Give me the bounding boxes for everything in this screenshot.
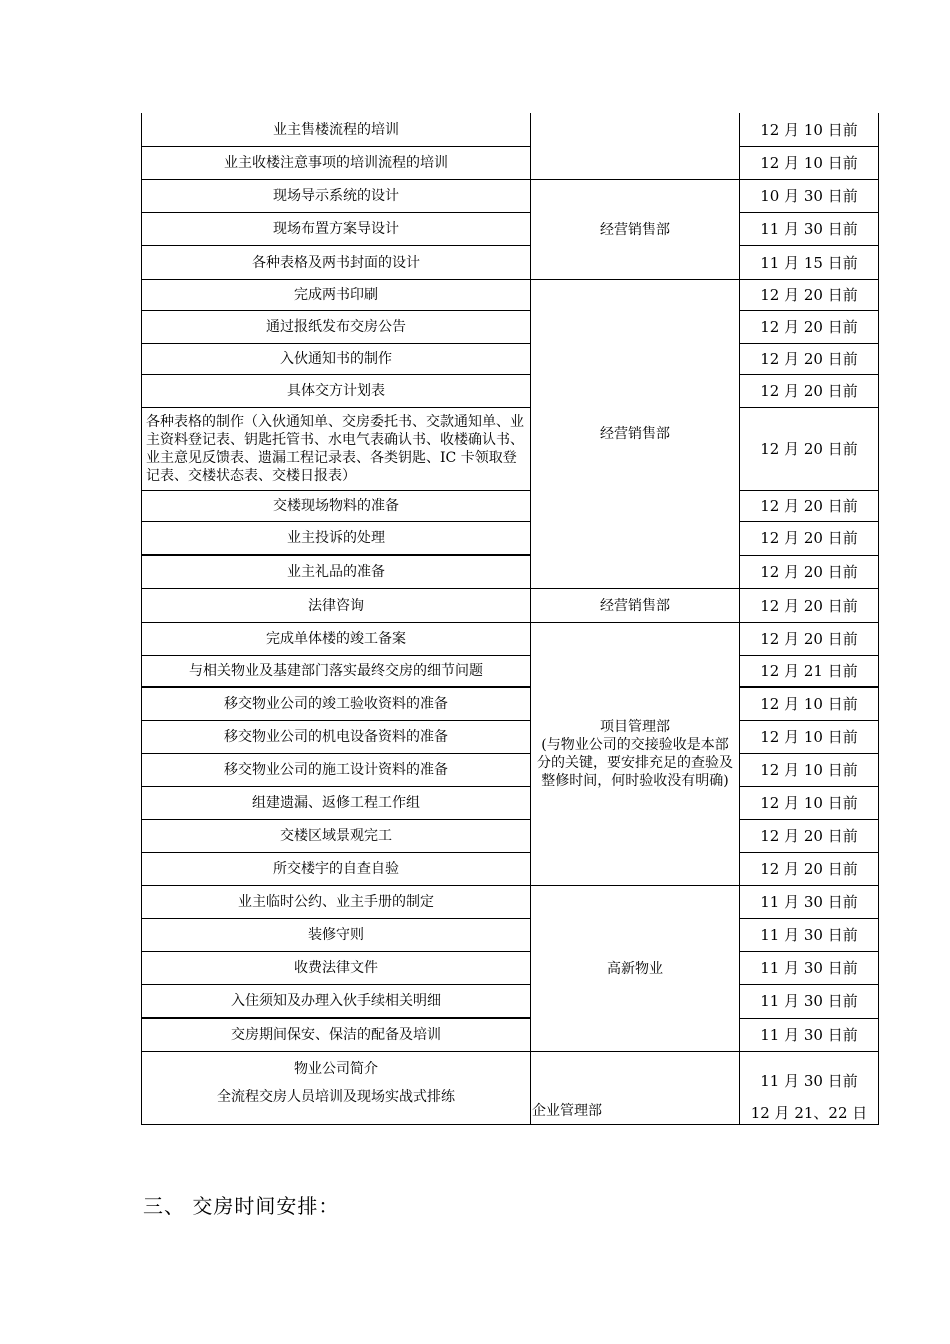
task-cell: 各种表格及两书封面的设计 <box>142 246 531 280</box>
table-row <box>142 886 879 919</box>
task-cell: 业主礼品的准备 <box>142 555 531 589</box>
date-cell: 12 月 20 日前 <box>740 555 879 589</box>
task-cell: 移交物业公司的机电设备资料的准备 <box>142 721 531 754</box>
date-cell: 12 月 10 日前 <box>740 147 879 180</box>
table-row <box>142 1018 879 1052</box>
task-cell: 业主收楼注意事项的培训流程的培训 <box>142 147 531 180</box>
table-row <box>142 623 879 656</box>
department-cell: 经营销售部 <box>531 180 740 280</box>
department-cell: 高新物业 <box>531 886 740 1052</box>
table-row <box>142 491 879 522</box>
task-cell: 完成两书印刷 <box>142 280 531 311</box>
table-row <box>142 656 879 688</box>
task-cell: 业主投诉的处理 <box>142 522 531 556</box>
table-row <box>142 147 879 180</box>
section-heading: 三、 交房时间安排： <box>143 1194 340 1218</box>
table-row <box>142 408 879 491</box>
task-cell: 交楼现场物料的准备 <box>142 491 531 522</box>
date-cell: 12 月 10 日前 <box>740 687 879 721</box>
task-cell: 现场布置方案导设计 <box>142 213 531 246</box>
department-cell: 企业管理部 <box>531 1052 740 1125</box>
task-cell: 入伙通知书的制作 <box>142 344 531 375</box>
date-cell: 11 月 30 日前 <box>740 213 879 246</box>
date-cell: 12 月 10 日前 <box>740 113 879 147</box>
department-cell-empty <box>531 113 740 180</box>
date-cell: 11 月 30 日前 <box>740 886 879 919</box>
date-cell: 12 月 20 日前 <box>740 853 879 886</box>
table-row <box>142 985 879 1019</box>
table-row <box>142 952 879 985</box>
date-cell: 11 月 30 日前 <box>740 919 879 952</box>
date-cell: 11 月 15 日前 <box>740 246 879 280</box>
date-cell: 12 月 20 日前 <box>740 820 879 853</box>
date-cell: 11 月 30 日前 <box>740 985 879 1019</box>
task-cell-combined <box>142 1052 531 1125</box>
date-cell: 12 月 20 日前 <box>740 491 879 522</box>
table-row <box>142 213 879 246</box>
table-row <box>142 754 879 787</box>
date-cell: 12 月 10 日前 <box>740 787 879 820</box>
table-row <box>142 180 879 213</box>
task-cell: 业主售楼流程的培训 <box>142 113 531 147</box>
table-row <box>142 589 879 623</box>
schedule-table <box>141 113 879 1125</box>
table-row <box>142 820 879 853</box>
date-cell: 12 月 20 日前 <box>740 589 879 623</box>
table-row <box>142 246 879 280</box>
task-text: 全流程交房人员培训及现场实战式排练 <box>217 1089 455 1105</box>
date-cell: 12 月 21 日前 <box>740 656 879 688</box>
task-cell: 收费法律文件 <box>142 952 531 985</box>
table-row <box>142 687 879 721</box>
table-row <box>142 113 879 147</box>
table-row <box>142 555 879 589</box>
date-cell: 12 月 20 日前 <box>740 623 879 656</box>
table-row <box>142 280 879 311</box>
table-row <box>142 853 879 886</box>
date-cell: 12 月 20 日前 <box>740 344 879 375</box>
task-cell: 交房期间保安、保洁的配备及培训 <box>142 1018 531 1052</box>
date-cell: 12 月 20 日前 <box>740 375 879 408</box>
task-cell: 装修守则 <box>142 919 531 952</box>
date-cell-combined <box>740 1052 879 1125</box>
date-cell: 11 月 30 日前 <box>740 1018 879 1052</box>
task-cell: 完成单体楼的竣工备案 <box>142 623 531 656</box>
task-cell: 与相关物业及基建部门落实最终交房的细节问题 <box>142 656 531 688</box>
date-cell: 12 月 20 日前 <box>740 522 879 556</box>
date-cell: 12 月 10 日前 <box>740 754 879 787</box>
date-cell: 12 月 20 日前 <box>740 280 879 311</box>
task-cell: 移交物业公司的竣工验收资料的准备 <box>142 687 531 721</box>
task-text: 物业公司简介 <box>294 1061 378 1077</box>
table-row <box>142 919 879 952</box>
date-text: 11 月 30 日前 <box>760 1072 858 1090</box>
task-cell: 通过报纸发布交房公告 <box>142 311 531 344</box>
task-cell: 具体交方计划表 <box>142 375 531 408</box>
date-cell: 11 月 30 日前 <box>740 952 879 985</box>
department-cell: 经营销售部 <box>531 280 740 589</box>
table-row <box>142 311 879 344</box>
task-cell: 移交物业公司的施工设计资料的准备 <box>142 754 531 787</box>
task-cell: 入住须知及办理入伙手续相关明细 <box>142 985 531 1019</box>
table-row <box>142 522 879 556</box>
department-title: 项目管理部 <box>600 719 670 735</box>
task-cell: 业主临时公约、业主手册的制定 <box>142 886 531 919</box>
date-cell: 12 月 20 日前 <box>740 311 879 344</box>
date-cell: 12 月 10 日前 <box>740 721 879 754</box>
table-row <box>142 1052 879 1125</box>
table-row <box>142 375 879 408</box>
date-text: 12 月 21、22 日 <box>750 1104 868 1122</box>
task-cell: 法律咨询 <box>142 589 531 623</box>
task-cell: 现场导示系统的设计 <box>142 180 531 213</box>
table-row <box>142 721 879 754</box>
table-row <box>142 787 879 820</box>
task-cell: 组建遗漏、返修工程工作组 <box>142 787 531 820</box>
department-cell-project <box>531 623 740 886</box>
task-cell-forms: 各种表格的制作（入伙通知单、交房委托书、交款通知单、业主资料登记表、钥匙托管书、水电气表确认书、收楼确认书、业主意见反馈表、遗漏工程记录表、各类钥匙、IC 卡领取登记表、交楼状态表、交楼日报表） <box>142 408 531 491</box>
task-cell: 交楼区域景观完工 <box>142 820 531 853</box>
department-note: (与物业公司的交接验收是本部分的关键，要安排充足的查验及整修时间，何时验收没有明确) <box>537 737 733 789</box>
task-cell: 所交楼宇的自查自验 <box>142 853 531 886</box>
date-cell: 10 月 30 日前 <box>740 180 879 213</box>
date-cell: 12 月 20 日前 <box>740 408 879 491</box>
department-cell: 经营销售部 <box>531 589 740 623</box>
table-row <box>142 344 879 375</box>
